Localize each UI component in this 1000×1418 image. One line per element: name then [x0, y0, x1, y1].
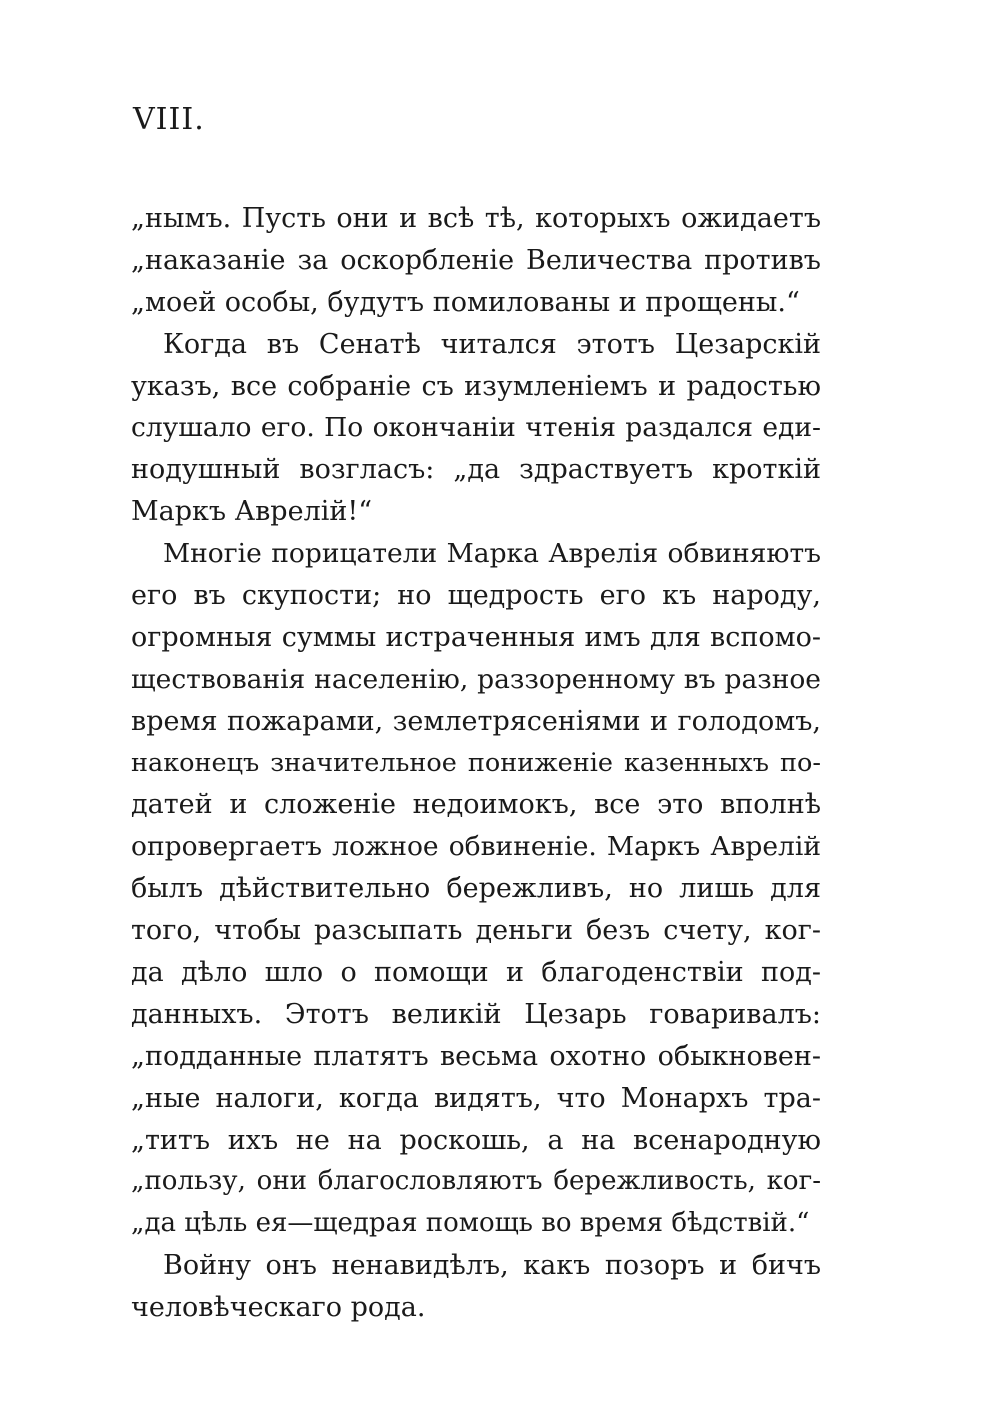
- paragraph: [131, 533, 821, 1245]
- text-line: человѣческаго рода.: [131, 1292, 426, 1324]
- text-line: „наказаніе за оскорбленіе Величества противъ: [131, 244, 821, 276]
- text-line: былъ дѣйствительно бережливъ, но лишь для: [131, 873, 821, 905]
- text-line: „пользу, они благословляютъ бережливость, ког-: [131, 1166, 821, 1197]
- body-text: [131, 198, 821, 1329]
- text-line: ществованія населенію, раззоренному въ разное: [131, 663, 821, 695]
- paragraph: [131, 324, 821, 533]
- text-line: время пожарами, землетрясеніями и голодомъ,: [131, 705, 821, 737]
- paragraph: [131, 198, 821, 324]
- text-line: наконецъ значительное пониженіе казенныхъ по-: [131, 747, 821, 778]
- page-number: VIII.: [133, 102, 205, 137]
- text-line: датей и сложеніе недоимокъ, все это вполнѣ: [131, 789, 821, 821]
- text-line: Многіе порицатели Марка Аврелія обвиняютъ: [163, 538, 821, 570]
- text-line: „ные налоги, когда видятъ, что Монархъ тра-: [131, 1082, 821, 1114]
- text-line: да дѣло шло о помощи и благоденствіи под-: [131, 957, 821, 989]
- text-line: Когда въ Сенатѣ читался этотъ Цезарскій: [163, 328, 821, 360]
- text-line: „титъ ихъ не на роскошь, а на всенародную: [131, 1124, 821, 1156]
- text-line: его въ скупости; но щедрость его къ народу,: [131, 580, 821, 612]
- text-line: Маркъ Аврелій!“: [131, 496, 373, 528]
- text-line: „подданные платятъ весьма охотно обыкновен-: [131, 1040, 821, 1072]
- text-line: слушало его. По окончаніи чтенія раздался еди-: [131, 412, 821, 444]
- text-line: того, чтобы разсыпать деньги безъ счету, ког-: [131, 915, 821, 947]
- text-line: Войну онъ ненавидѣлъ, какъ позоръ и бичъ: [163, 1250, 821, 1282]
- text-line: опровергаетъ ложное обвиненіе. Маркъ Аврелій: [131, 831, 821, 863]
- text-line: „нымъ. Пусть они и всѣ тѣ, которыхъ ожидаетъ: [131, 203, 821, 234]
- paragraph: [131, 1245, 821, 1329]
- text-line: данныхъ. Этотъ великій Цезарь говаривалъ:: [131, 998, 821, 1030]
- text-line: указъ, все собраніе съ изумленіемъ и радостью: [131, 370, 821, 402]
- text-line: нодушный возгласъ: „да здраствуетъ кроткій: [131, 454, 821, 486]
- text-line: „моей особы, будутъ помилованы и прощены.“: [131, 286, 800, 318]
- text-line: „да цѣль ея—щедрая помощь во время бѣдствій.“: [131, 1208, 810, 1239]
- text-line: огромныя суммы истраченныя имъ для вспомо-: [131, 621, 821, 653]
